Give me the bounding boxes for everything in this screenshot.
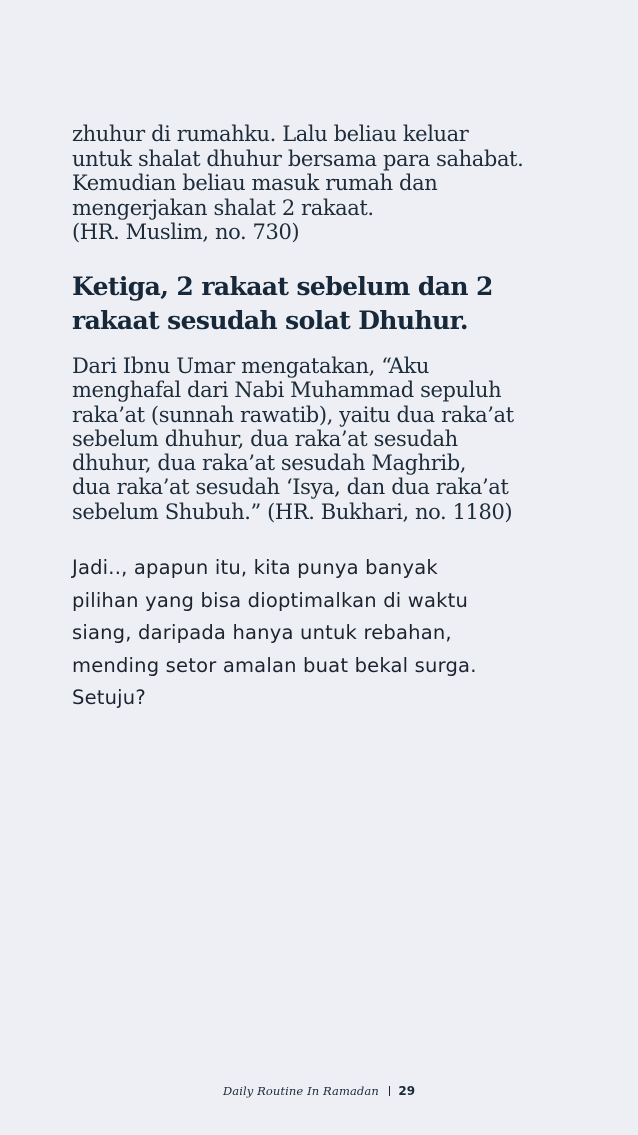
hadith-paragraph-2 [72,354,592,524]
hadith-paragraph-1 [72,122,592,245]
citation-line: (HR. Muslim, no. 730) [72,220,300,244]
text-line: sebelum dhuhur, dua raka’at sesudah [72,426,458,451]
text-line: raka’at (sunnah rawatib), yaitu dua raka’at [72,402,514,427]
footer-divider [389,1086,391,1096]
closing-paragraph [72,552,592,715]
page-footer [0,1084,638,1099]
text-line: mengerjakan shalat 2 rakaat. [72,195,374,220]
heading-line: Ketiga, 2 rakaat sebelum dan 2 [72,272,493,301]
text-line: Setuju? [72,686,146,709]
text-line: sebelum Shubuh.” (HR. Bukhari, no. 1180) [72,499,513,524]
text-line: dhuhur, dua raka’at sesudah Maghrib, [72,451,467,476]
text-line: zhuhur di rumahku. Lalu beliau keluar [72,122,469,146]
book-title: Daily Routine In Ramadan [222,1084,379,1098]
text-line: siang, daripada hanya untuk rebahan, [72,621,452,644]
text-line: pilihan yang bisa dioptimalkan di waktu [72,588,469,612]
text-line: Kemudian beliau masuk rumah dan [72,171,438,195]
text-line: Jadi.., apapun itu, kita punya banyak [72,556,438,579]
page-number: 29 [398,1084,416,1098]
text-line: mending setor amalan buat bekal surga. [72,653,477,677]
heading-line: rakaat sesudah solat Dhuhur. [72,306,468,335]
text-line: menghafal dari Nabi Muhammad sepuluh [72,378,502,403]
section-heading [72,270,592,338]
text-line: dua raka’at sesudah ‘Isya, dan dua raka’at [72,475,509,500]
text-line: untuk shalat dhuhur bersama para sahabat. [72,146,524,171]
text-line: Dari Ibnu Umar mengatakan, “Aku [72,354,430,378]
